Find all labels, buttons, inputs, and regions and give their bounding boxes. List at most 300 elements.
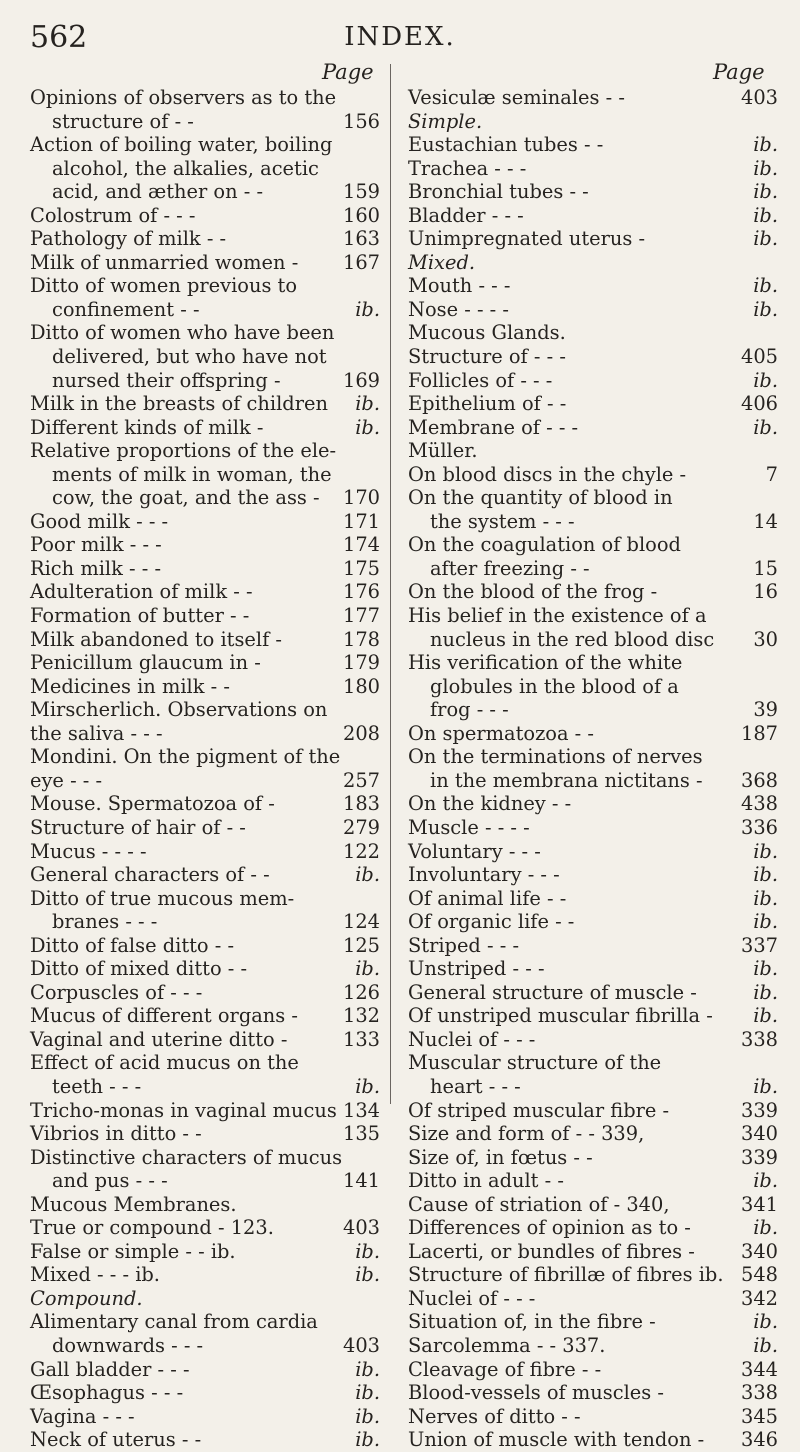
- index-entry: [408, 1122, 778, 1146]
- index-entry: [30, 1334, 380, 1358]
- entry-text: globules in the blood of a: [430, 674, 679, 698]
- entry-page-number: ib.: [355, 863, 380, 887]
- index-entry: [408, 86, 778, 110]
- entry-text: Follicles of - - -: [408, 368, 553, 392]
- entry-page-number: 279: [342, 815, 380, 839]
- entry-page-number: 338: [740, 1027, 778, 1051]
- entry-text: Unstriped - - -: [408, 957, 545, 981]
- index-entry: [30, 86, 380, 110]
- entry-text: Ditto of women who have been: [30, 321, 335, 345]
- entry-text: Nuclei of - - -: [408, 1286, 536, 1310]
- entry-page-number: ib.: [753, 863, 778, 887]
- entry-text: Milk abandoned to itself -: [30, 627, 282, 651]
- index-entry: [30, 486, 380, 510]
- entry-text: Voluntary - - -: [408, 839, 541, 863]
- column-divider: [390, 64, 391, 1104]
- entry-text: Of striped muscular fibre -: [408, 1098, 670, 1122]
- entry-page-number: 340: [740, 1122, 778, 1146]
- index-entry: [30, 863, 380, 887]
- index-entry: [408, 1146, 778, 1170]
- entry-page-number: ib.: [355, 392, 380, 416]
- entry-page-number: 346: [740, 1428, 778, 1452]
- entry-text: the saliva - - -: [30, 721, 163, 745]
- index-entry: [408, 1028, 778, 1052]
- entry-page-number: 133: [342, 1027, 380, 1051]
- entry-page-number: ib.: [753, 910, 778, 934]
- entry-text: Ditto of mixed ditto - -: [30, 957, 248, 981]
- entry-page-number: 125: [342, 933, 380, 957]
- entry-text: Of unstriped muscular fibrilla -: [408, 1004, 713, 1028]
- entry-text: Nerves of ditto - -: [408, 1404, 581, 1428]
- entry-page-number: 170: [342, 486, 380, 510]
- index-entry: [30, 628, 380, 652]
- entry-text: Mucous Membranes.: [30, 1192, 237, 1216]
- entry-text: Penicillum glaucum in -: [30, 651, 261, 675]
- entry-page-number: ib.: [753, 980, 778, 1004]
- page-title: INDEX.: [344, 22, 456, 52]
- entry-text: His belief in the existence of a: [408, 604, 707, 628]
- entry-text: Action of boiling water, boiling: [30, 133, 333, 157]
- index-entry: [30, 369, 380, 393]
- entry-text: Ditto in adult - -: [408, 1169, 564, 1193]
- entry-page-number: ib.: [753, 368, 778, 392]
- entry-text: On the blood of the frog -: [408, 580, 658, 604]
- entry-page-number: 134: [342, 1098, 380, 1122]
- entry-text: Mucus of different organs -: [30, 1004, 298, 1028]
- entry-text: On blood discs in the chyle -: [408, 462, 687, 486]
- entry-page-number: 132: [342, 1004, 380, 1028]
- entry-page-number: ib.: [355, 1381, 380, 1405]
- entry-text: Muscular structure of the: [408, 1051, 662, 1075]
- entry-page-number: 406: [740, 392, 778, 416]
- entry-text: Alimentary canal from cardia: [30, 1310, 318, 1334]
- entry-text: Bronchial tubes - -: [408, 180, 589, 204]
- entry-text: Size and form of - - 339,: [408, 1122, 645, 1146]
- index-entry: [408, 463, 778, 487]
- index-entry: [30, 1310, 380, 1334]
- entry-text: Structure of hair of - -: [30, 815, 246, 839]
- entry-page-number: ib.: [355, 297, 380, 321]
- index-entry: [408, 392, 778, 416]
- entry-page-number: ib.: [753, 1310, 778, 1334]
- entry-text: Poor milk - - -: [30, 533, 162, 557]
- entry-page-number: 336: [740, 815, 778, 839]
- index-entry: [30, 722, 380, 746]
- index-entry: [408, 1358, 778, 1382]
- entry-text: Unimpregnated uterus -: [408, 227, 646, 251]
- entry-text: Of animal life - -: [408, 886, 567, 910]
- entry-text: downwards - - -: [52, 1333, 204, 1357]
- index-entry: [30, 557, 380, 581]
- index-entry: [408, 1310, 778, 1334]
- entry-text: Rich milk - - -: [30, 556, 162, 580]
- entry-page-number: ib.: [753, 839, 778, 863]
- index-entry: [408, 204, 778, 228]
- entry-text: cow, the goat, and the ass -: [52, 486, 320, 510]
- entry-page-number: ib.: [753, 957, 778, 981]
- index-entry: [30, 298, 380, 322]
- entry-page-number: 39: [753, 698, 778, 722]
- index-entry: [30, 1028, 380, 1052]
- entry-text: Eustachian tubes - -: [408, 133, 604, 157]
- entry-text: confinement - -: [52, 297, 200, 321]
- entry-page-number: 405: [740, 345, 778, 369]
- entry-page-number: 16: [753, 580, 778, 604]
- entry-text: Situation of, in the fibre -: [408, 1310, 656, 1334]
- index-entry: [30, 769, 380, 793]
- entry-text: True or compound - 123.: [30, 1216, 274, 1240]
- entry-text: Blood-vessels of muscles -: [408, 1381, 664, 1405]
- index-entry: [30, 1051, 380, 1075]
- index-entry: [408, 769, 778, 793]
- index-entry: [408, 1240, 778, 1264]
- index-entry: [408, 675, 778, 699]
- index-entry: [408, 1193, 778, 1217]
- entry-page-number: 124: [342, 910, 380, 934]
- entry-page-number: ib.: [355, 415, 380, 439]
- entry-page-number: ib.: [753, 415, 778, 439]
- index-entry: [408, 981, 778, 1005]
- entry-text: nursed their offspring -: [52, 368, 281, 392]
- entry-text: Membrane of - - -: [408, 415, 579, 439]
- entry-text: ments of milk in woman, the: [52, 462, 332, 486]
- entry-page-number: 15: [753, 556, 778, 580]
- entry-text: Simple.: [408, 109, 483, 133]
- entry-text: and pus - - -: [52, 1169, 168, 1193]
- index-entry: [408, 1334, 778, 1358]
- index-entry: [408, 910, 778, 934]
- index-entry: [408, 934, 778, 958]
- entry-text: False or simple - - ib.: [30, 1239, 236, 1263]
- index-entry: [30, 1122, 380, 1146]
- index-entry: [30, 1428, 380, 1452]
- index-entry: [408, 628, 778, 652]
- entry-page-number: ib.: [753, 227, 778, 251]
- entry-page-number: 342: [740, 1286, 778, 1310]
- index-entry: [30, 204, 380, 228]
- entry-page-number: ib.: [753, 274, 778, 298]
- entry-page-number: ib.: [753, 297, 778, 321]
- index-entry: [30, 745, 380, 769]
- entry-text: Ditto of false ditto - -: [30, 933, 235, 957]
- entry-text: Corpuscles of - - -: [30, 980, 203, 1004]
- entry-text: Mucous Glands.: [408, 321, 566, 345]
- entry-page-number: ib.: [753, 156, 778, 180]
- entry-text: On the kidney - -: [408, 792, 572, 816]
- left-index-column: [30, 86, 380, 1452]
- entry-page-number: 438: [740, 792, 778, 816]
- entry-text: heart - - -: [430, 1074, 521, 1098]
- index-entry: [30, 792, 380, 816]
- entry-text: Cleavage of fibre - -: [408, 1357, 602, 1381]
- entry-page-number: 187: [740, 721, 778, 745]
- index-entry: [408, 1428, 778, 1452]
- entry-text: On the quantity of blood in: [408, 486, 673, 510]
- index-entry: [30, 1099, 380, 1123]
- index-entry: [408, 1004, 778, 1028]
- index-entry: [408, 180, 778, 204]
- entry-page-number: 403: [740, 86, 778, 109]
- right-index-column: [408, 86, 778, 1452]
- entry-page-number: 344: [740, 1357, 778, 1381]
- index-entry: [30, 1381, 380, 1405]
- index-entry: [30, 887, 380, 911]
- entry-page-number: 7: [765, 462, 778, 486]
- entry-text: Müller.: [408, 439, 478, 463]
- entry-text: Gall bladder - - -: [30, 1357, 190, 1381]
- entry-text: Mucus - - - -: [30, 839, 147, 863]
- entry-page-number: ib.: [753, 1074, 778, 1098]
- entry-text: His verification of the white: [408, 651, 683, 675]
- index-entry: [30, 1287, 380, 1311]
- index-entry: [30, 345, 380, 369]
- index-entry: [30, 533, 380, 557]
- index-entry: [30, 1405, 380, 1429]
- index-entry: [30, 840, 380, 864]
- index-entry: [408, 1169, 778, 1193]
- index-entry: [408, 251, 778, 275]
- entry-text: Structure of fibrillæ of fibres ib.: [408, 1263, 724, 1287]
- entry-page-number: 171: [342, 509, 380, 533]
- entry-page-number: ib.: [753, 203, 778, 227]
- index-entry: [30, 1075, 380, 1099]
- entry-page-number: ib.: [355, 957, 380, 981]
- index-entry: [408, 840, 778, 864]
- entry-text: Milk in the breasts of children: [30, 392, 328, 416]
- entry-text: Compound.: [30, 1286, 143, 1310]
- entry-page-number: 167: [342, 250, 380, 274]
- entry-text: nucleus in the red blood disc: [430, 627, 715, 651]
- index-entry: [30, 580, 380, 604]
- entry-page-number: 135: [342, 1122, 380, 1146]
- entry-page-number: 403: [342, 1333, 380, 1357]
- entry-text: On the coagulation of blood: [408, 533, 681, 557]
- index-entry: [30, 392, 380, 416]
- entry-page-number: 339: [740, 1098, 778, 1122]
- index-entry: [30, 816, 380, 840]
- entry-page-number: 159: [342, 180, 380, 204]
- entry-text: Nuclei of - - -: [408, 1027, 536, 1051]
- entry-text: Mouth - - -: [408, 274, 511, 298]
- entry-page-number: 548: [740, 1263, 778, 1287]
- entry-text: Opinions of observers as to the: [30, 86, 337, 109]
- entry-text: structure of - -: [52, 109, 194, 133]
- index-entry: [408, 321, 778, 345]
- entry-text: Trachea - - -: [408, 156, 527, 180]
- entry-text: Striped - - -: [408, 933, 519, 957]
- entry-page-number: 208: [342, 721, 380, 745]
- entry-text: On the terminations of nerves: [408, 745, 703, 769]
- entry-text: in the membrana nictitans -: [430, 768, 703, 792]
- entry-text: Muscle - - - -: [408, 815, 530, 839]
- entry-text: Involuntary - - -: [408, 863, 560, 887]
- entry-page-number: 337: [740, 933, 778, 957]
- entry-page-number: ib.: [355, 1263, 380, 1287]
- index-entry: [408, 651, 778, 675]
- entry-text: Mondini. On the pigment of the: [30, 745, 341, 769]
- entry-text: teeth - - -: [52, 1074, 142, 1098]
- index-entry: [408, 345, 778, 369]
- index-entry: [408, 1099, 778, 1123]
- entry-page-number: 175: [342, 556, 380, 580]
- index-entry: [30, 910, 380, 934]
- index-entry: [30, 110, 380, 134]
- index-entry: [30, 698, 380, 722]
- entry-text: Relative proportions of the ele-: [30, 439, 337, 463]
- entry-text: branes - - -: [52, 910, 158, 934]
- entry-text: Bladder - - -: [408, 203, 524, 227]
- entry-text: General characters of - -: [30, 863, 270, 887]
- index-entry: [408, 816, 778, 840]
- entry-text: Good milk - - -: [30, 509, 169, 533]
- entry-text: Formation of butter - -: [30, 604, 250, 628]
- index-entry: [408, 1381, 778, 1405]
- index-entry: [408, 439, 778, 463]
- index-entry: [30, 1240, 380, 1264]
- index-entry: [30, 1146, 380, 1170]
- entry-page-number: ib.: [355, 1428, 380, 1452]
- index-entry: [408, 1263, 778, 1287]
- entry-text: delivered, but who have not: [52, 345, 327, 369]
- index-entry: [30, 274, 380, 298]
- entry-text: Ditto of women previous to: [30, 274, 298, 298]
- page-number: 562: [30, 20, 88, 55]
- index-entry: [408, 745, 778, 769]
- index-entry: [408, 133, 778, 157]
- entry-page-number: 339: [740, 1145, 778, 1169]
- index-entry: [30, 1216, 380, 1240]
- entry-text: Ditto of true mucous mem-: [30, 886, 295, 910]
- entry-page-number: 257: [342, 768, 380, 792]
- entry-text: after freezing - -: [430, 556, 590, 580]
- entry-page-number: ib.: [753, 133, 778, 157]
- entry-page-number: 368: [740, 768, 778, 792]
- index-entry: [30, 934, 380, 958]
- entry-text: Size of, in fœtus - -: [408, 1145, 593, 1169]
- entry-text: acid, and æther on - -: [52, 180, 263, 204]
- entry-text: Pathology of milk - -: [30, 227, 227, 251]
- index-entry: [30, 157, 380, 181]
- entry-text: Of organic life - -: [408, 910, 575, 934]
- index-entry: [408, 1216, 778, 1240]
- index-entry: [408, 157, 778, 181]
- entry-text: General structure of muscle -: [408, 980, 697, 1004]
- entry-text: Neck of uterus - -: [30, 1428, 202, 1452]
- index-entry: [30, 1193, 380, 1217]
- entry-text: Vaginal and uterine ditto -: [30, 1027, 288, 1051]
- index-entry: [408, 486, 778, 510]
- entry-text: Epithelium of - -: [408, 392, 567, 416]
- entry-page-number: 122: [342, 839, 380, 863]
- entry-text: Vagina - - -: [30, 1404, 135, 1428]
- entry-text: Colostrum of - - -: [30, 203, 196, 227]
- entry-page-number: 174: [342, 533, 380, 557]
- entry-text: Adulteration of milk - -: [30, 580, 253, 604]
- index-entry: [408, 369, 778, 393]
- index-entry: [408, 722, 778, 746]
- entry-text: Œsophagus - - -: [30, 1381, 184, 1405]
- entry-text: Lacerti, or bundles of fibres -: [408, 1239, 695, 1263]
- entry-text: Tricho-monas in vaginal mucus: [30, 1098, 337, 1122]
- index-entry: [30, 675, 380, 699]
- entry-page-number: 403: [342, 1216, 380, 1240]
- entry-text: Vibrios in ditto - -: [30, 1122, 202, 1146]
- entry-page-number: 340: [740, 1239, 778, 1263]
- index-entry: [30, 251, 380, 275]
- entry-page-number: ib.: [355, 1357, 380, 1381]
- index-entry: [408, 1287, 778, 1311]
- entry-text: alcohol, the alkalies, acetic: [52, 156, 319, 180]
- entry-text: Nose - - - -: [408, 297, 509, 321]
- index-entry: [408, 1405, 778, 1429]
- index-entry: [408, 792, 778, 816]
- entry-page-number: 176: [342, 580, 380, 604]
- entry-text: Cause of striation of - 340,: [408, 1192, 670, 1216]
- entry-text: Structure of - - -: [408, 345, 566, 369]
- entry-page-number: ib.: [355, 1239, 380, 1263]
- index-entry: [408, 298, 778, 322]
- entry-page-number: 180: [342, 674, 380, 698]
- entry-text: Mixed.: [408, 250, 476, 274]
- index-entry: [408, 510, 778, 534]
- entry-page-number: ib.: [753, 1004, 778, 1028]
- entry-page-number: ib.: [753, 180, 778, 204]
- index-entry: [408, 887, 778, 911]
- entry-text: the system - - -: [430, 509, 575, 533]
- index-entry: [30, 651, 380, 675]
- index-entry: [408, 580, 778, 604]
- entry-text: Vesiculæ seminales - -: [408, 86, 625, 109]
- entry-text: Mixed - - - ib.: [30, 1263, 160, 1287]
- entry-page-number: 338: [740, 1381, 778, 1405]
- entry-page-number: 141: [342, 1169, 380, 1193]
- index-entry: [408, 110, 778, 134]
- index-entry: [30, 1263, 380, 1287]
- entry-page-number: 179: [342, 651, 380, 675]
- index-entry: [408, 416, 778, 440]
- right-column-page-header: Page: [713, 60, 765, 84]
- index-entry: [30, 227, 380, 251]
- index-entry: [30, 1004, 380, 1028]
- entry-page-number: ib.: [355, 1074, 380, 1098]
- entry-page-number: 169: [342, 368, 380, 392]
- entry-page-number: 156: [342, 109, 380, 133]
- entry-page-number: ib.: [753, 1333, 778, 1357]
- index-entry: [408, 274, 778, 298]
- index-entry: [30, 180, 380, 204]
- entry-page-number: 178: [342, 627, 380, 651]
- index-entry: [30, 1358, 380, 1382]
- index-entry: [408, 604, 778, 628]
- entry-page-number: 345: [740, 1404, 778, 1428]
- entry-text: Differences of opinion as to -: [408, 1216, 691, 1240]
- index-entry: [408, 957, 778, 981]
- index-entry: [30, 416, 380, 440]
- entry-page-number: 163: [342, 227, 380, 251]
- entry-text: frog - - -: [430, 698, 509, 722]
- index-entry: [408, 1075, 778, 1099]
- entry-text: Sarcolemma - - 337.: [408, 1333, 606, 1357]
- index-entry: [30, 510, 380, 534]
- index-entry: [30, 321, 380, 345]
- entry-page-number: ib.: [753, 1169, 778, 1193]
- entry-text: Mouse. Spermatozoa of -: [30, 792, 275, 816]
- index-entry: [30, 463, 380, 487]
- index-entry: [30, 604, 380, 628]
- index-entry: [30, 1169, 380, 1193]
- entry-text: On spermatozoa - -: [408, 721, 594, 745]
- entry-text: Mirscherlich. Observations on: [30, 698, 328, 722]
